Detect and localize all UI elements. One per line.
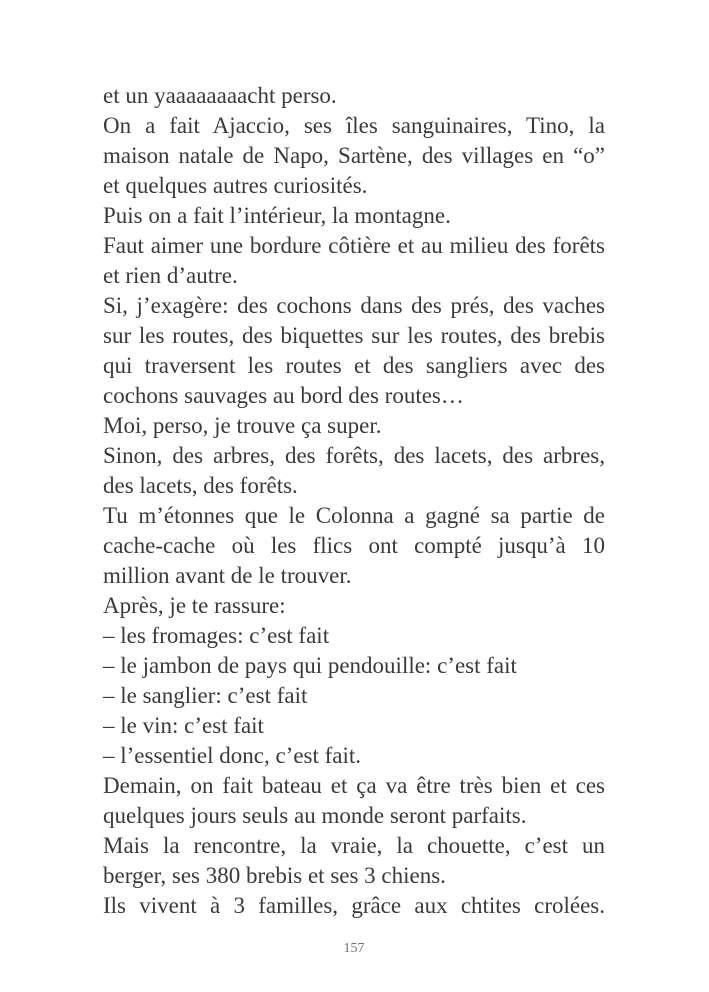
page-text xyxy=(103,81,605,921)
text-line: million avant de le trouver. xyxy=(103,563,352,588)
text-line: des lacets, des forêts. xyxy=(103,473,298,498)
text-line: et un yaaaaaaaacht perso. xyxy=(103,83,337,108)
text-line: cochons sauvages au bord des routes… xyxy=(103,383,464,408)
text-line: Sinon, des arbres, des forêts, des lacets, des arbres, xyxy=(103,443,605,468)
text-line: Après, je te rassure: xyxy=(103,593,286,618)
text-line: cache-cache où les flics ont compté jusqu’à 10 xyxy=(103,533,605,558)
text-line: et quelques autres curiosités. xyxy=(103,173,368,198)
text-line: Faut aimer une bordure côtière et au milieu des forêts xyxy=(103,233,605,258)
text-line: – l’essentiel donc, c’est fait. xyxy=(103,743,362,768)
text-line: sur les routes, des biquettes sur les routes, des brebis xyxy=(103,323,605,348)
page-number: 157 xyxy=(343,941,365,956)
text-line: Mais la rencontre, la vraie, la chouette, c’est un xyxy=(103,833,605,858)
text-line: – le jambon de pays qui pendouille: c’est fait xyxy=(103,653,517,678)
text-line: – les fromages: c’est fait xyxy=(103,623,330,648)
text-line: quelques jours seuls au monde seront parfaits. xyxy=(103,803,527,828)
text-line: Si, j’exagère: des cochons dans des prés, des vaches xyxy=(103,293,605,318)
text-line: On a fait Ajaccio, ses îles sanguinaires, Tino, la xyxy=(103,113,605,138)
text-line: Tu m’étonnes que le Colonna a gagné sa partie de xyxy=(103,503,605,528)
text-line: qui traversent les routes et des sangliers avec des xyxy=(103,353,605,378)
text-line: et rien d’autre. xyxy=(103,263,238,288)
text-line: – le sanglier: c’est fait xyxy=(103,683,308,708)
text-line: Moi, perso, je trouve ça super. xyxy=(103,413,382,438)
text-line: – le vin: c’est fait xyxy=(103,713,264,738)
text-line: Ils vivent à 3 familles, grâce aux chtites crolées. xyxy=(103,893,605,918)
text-line: Demain, on fait bateau et ça va être très bien et ces xyxy=(103,773,605,798)
text-line: maison natale de Napo, Sartène, des villages en “o” xyxy=(103,143,605,168)
text-line: berger, ses 380 brebis et ses 3 chiens. xyxy=(103,863,446,888)
text-line: Puis on a fait l’intérieur, la montagne. xyxy=(103,203,451,228)
